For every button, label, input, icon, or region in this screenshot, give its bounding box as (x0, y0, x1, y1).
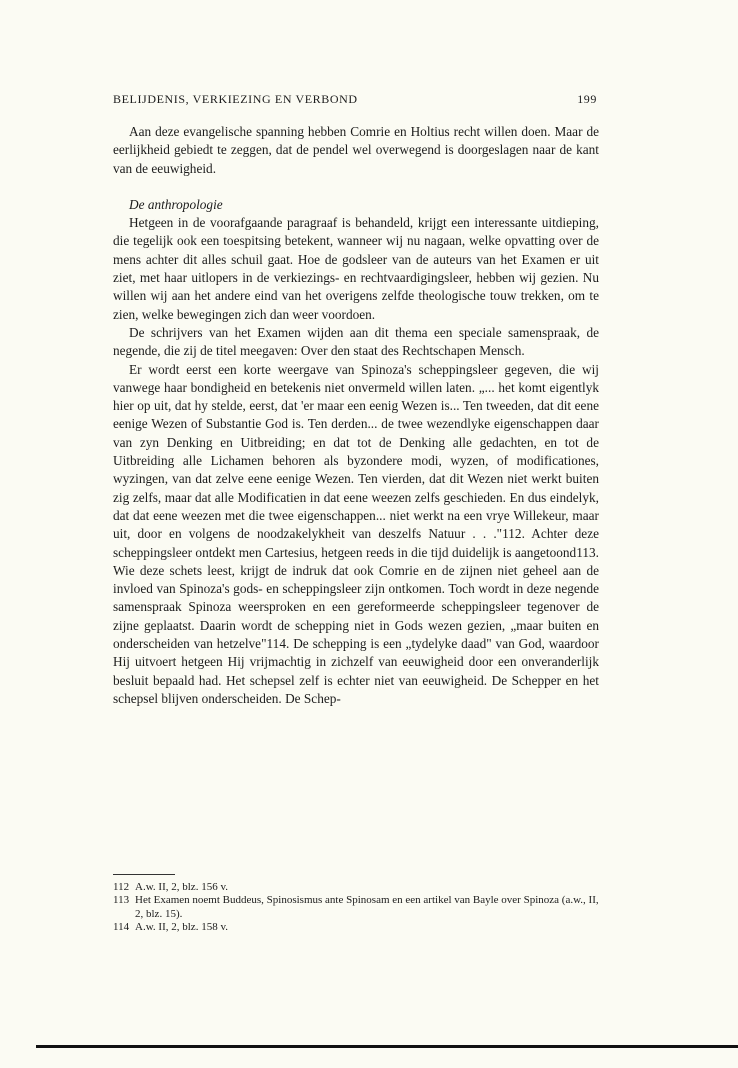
main-text (113, 123, 599, 708)
paragraph-3: De schrijvers van het Examen wijden aan dit thema een speciale samenspraak, de negende, die zij de titel meegaven: Over den staat des Rechtschapen Mensch. (113, 324, 599, 359)
footnote-text: A.w. II, 2, blz. 158 v. (135, 921, 228, 934)
paragraph-1: Aan deze evangelische spanning hebben Comrie en Holtius recht willen doen. Maar de eerlijkheid gebiedt te zeggen, dat de pendel wel overwegend is doorgeslagen naar de kant van de eeuwigheid. (113, 124, 599, 176)
footnote-rule (113, 874, 175, 875)
running-header (113, 92, 597, 107)
footnote-112 (113, 881, 599, 894)
footnotes (113, 874, 599, 935)
footnote-number: 113 (113, 894, 130, 907)
page-number: 199 (577, 92, 597, 106)
paragraph-2: Hetgeen in de voorafgaande paragraaf is behandeld, krijgt een interessante uitdieping, die tegelijk ook een toespitsing betekent, wanneer wij nu nagaan, welke opvatting over de mens achter dit alles schuil gaat. Hoe de godsleer van de auteurs van het Examen er uit ziet, met haar uitlopers in de verkiezings- en rechtvaardigingsleer, hebben wij gezien. Nu willen wij aan het andere eind van het overigens zelfde theologische touw trekken, om te zien, welke bewegingen zich dan weer voordoen. (113, 215, 599, 322)
footnote-number: 114 (113, 921, 130, 934)
paragraph-4: Er wordt eerst een korte weergave van Spinoza's scheppingsleer gegeven, die wij vanwege haar bondigheid en betekenis niet onvermeld willen laten. „... het komt eigentlyk hier op uit, dat hy stelde, eerst, dat 'er maar een eenig Wezen is... Ten tweeden, dat dit eene eenige Wezen of Substantie God is. Ten derden... de twee wezendlyke eigenschappen daar van zyn Denking en Uitbreiding; en dat tot de Denking alle gedachten, en tot de Uitbreiding alle Lichamen behoren als byzondere modi, wyzen, of modificationes, wyzingen, van dat zelve eene eenige Wezen. Ten vierden, dat dit Wezen niet werkt buiten zig zelfs, maar dat alle Modificatien in dat eene weezen zelfs geschieden. En dus eindelyk, dat dat eene weezen met die twee eigenschappen... niet werkt na een vrye Willekeur, maar uit, door en volgens de noodzakelykheit van deszelfs Natuur . . ."112. Achter deze scheppingsleer ontdekt men Cartesius, hetgeen reeds in die tijd duidelijk is aangetoond113. Wie deze schets leest, krijgt de indruk dat ook Comrie en de zijnen niet geheel aan de invloed van Spinoza's gods- en scheppingsleer zijn ontkomen. Toch wordt in deze negende samenspraak Spinoza weersproken en een gereformeerde scheppingsleer tegenover de zijne geplaatst. Daarin wordt de schepping niet in Gods wezen gezien, „maar buiten en onderscheiden van hetzelve"114. De schepping is een „tydelyke daad" van God, waardoor Hij uitvoert hetgeen Hij vrijmachtig in zichzelf van eeuwigheid door een onveranderlijk besluit bepaald had. Het schepsel zelf is echter niet van eeuwigheid. De Schepper en het schepsel blijven onderscheiden. De Schep- (113, 361, 599, 706)
footnote-text: A.w. II, 2, blz. 156 v. (135, 881, 228, 893)
footnote-113 (113, 894, 599, 921)
footnote-number: 112 (113, 881, 130, 893)
running-title: BELIJDENIS, VERKIEZING EN VERBOND (113, 92, 358, 106)
scan-edge-bar (36, 1045, 738, 1048)
footnote-114 (113, 921, 599, 934)
footnote-text: Het Examen noemt Buddeus, Spinosismus ante Spinosam en een artikel van Bayle over Spinoza (a.w., II, 2, blz. 15). (135, 894, 599, 920)
section-title: De anthropologie (129, 196, 223, 212)
